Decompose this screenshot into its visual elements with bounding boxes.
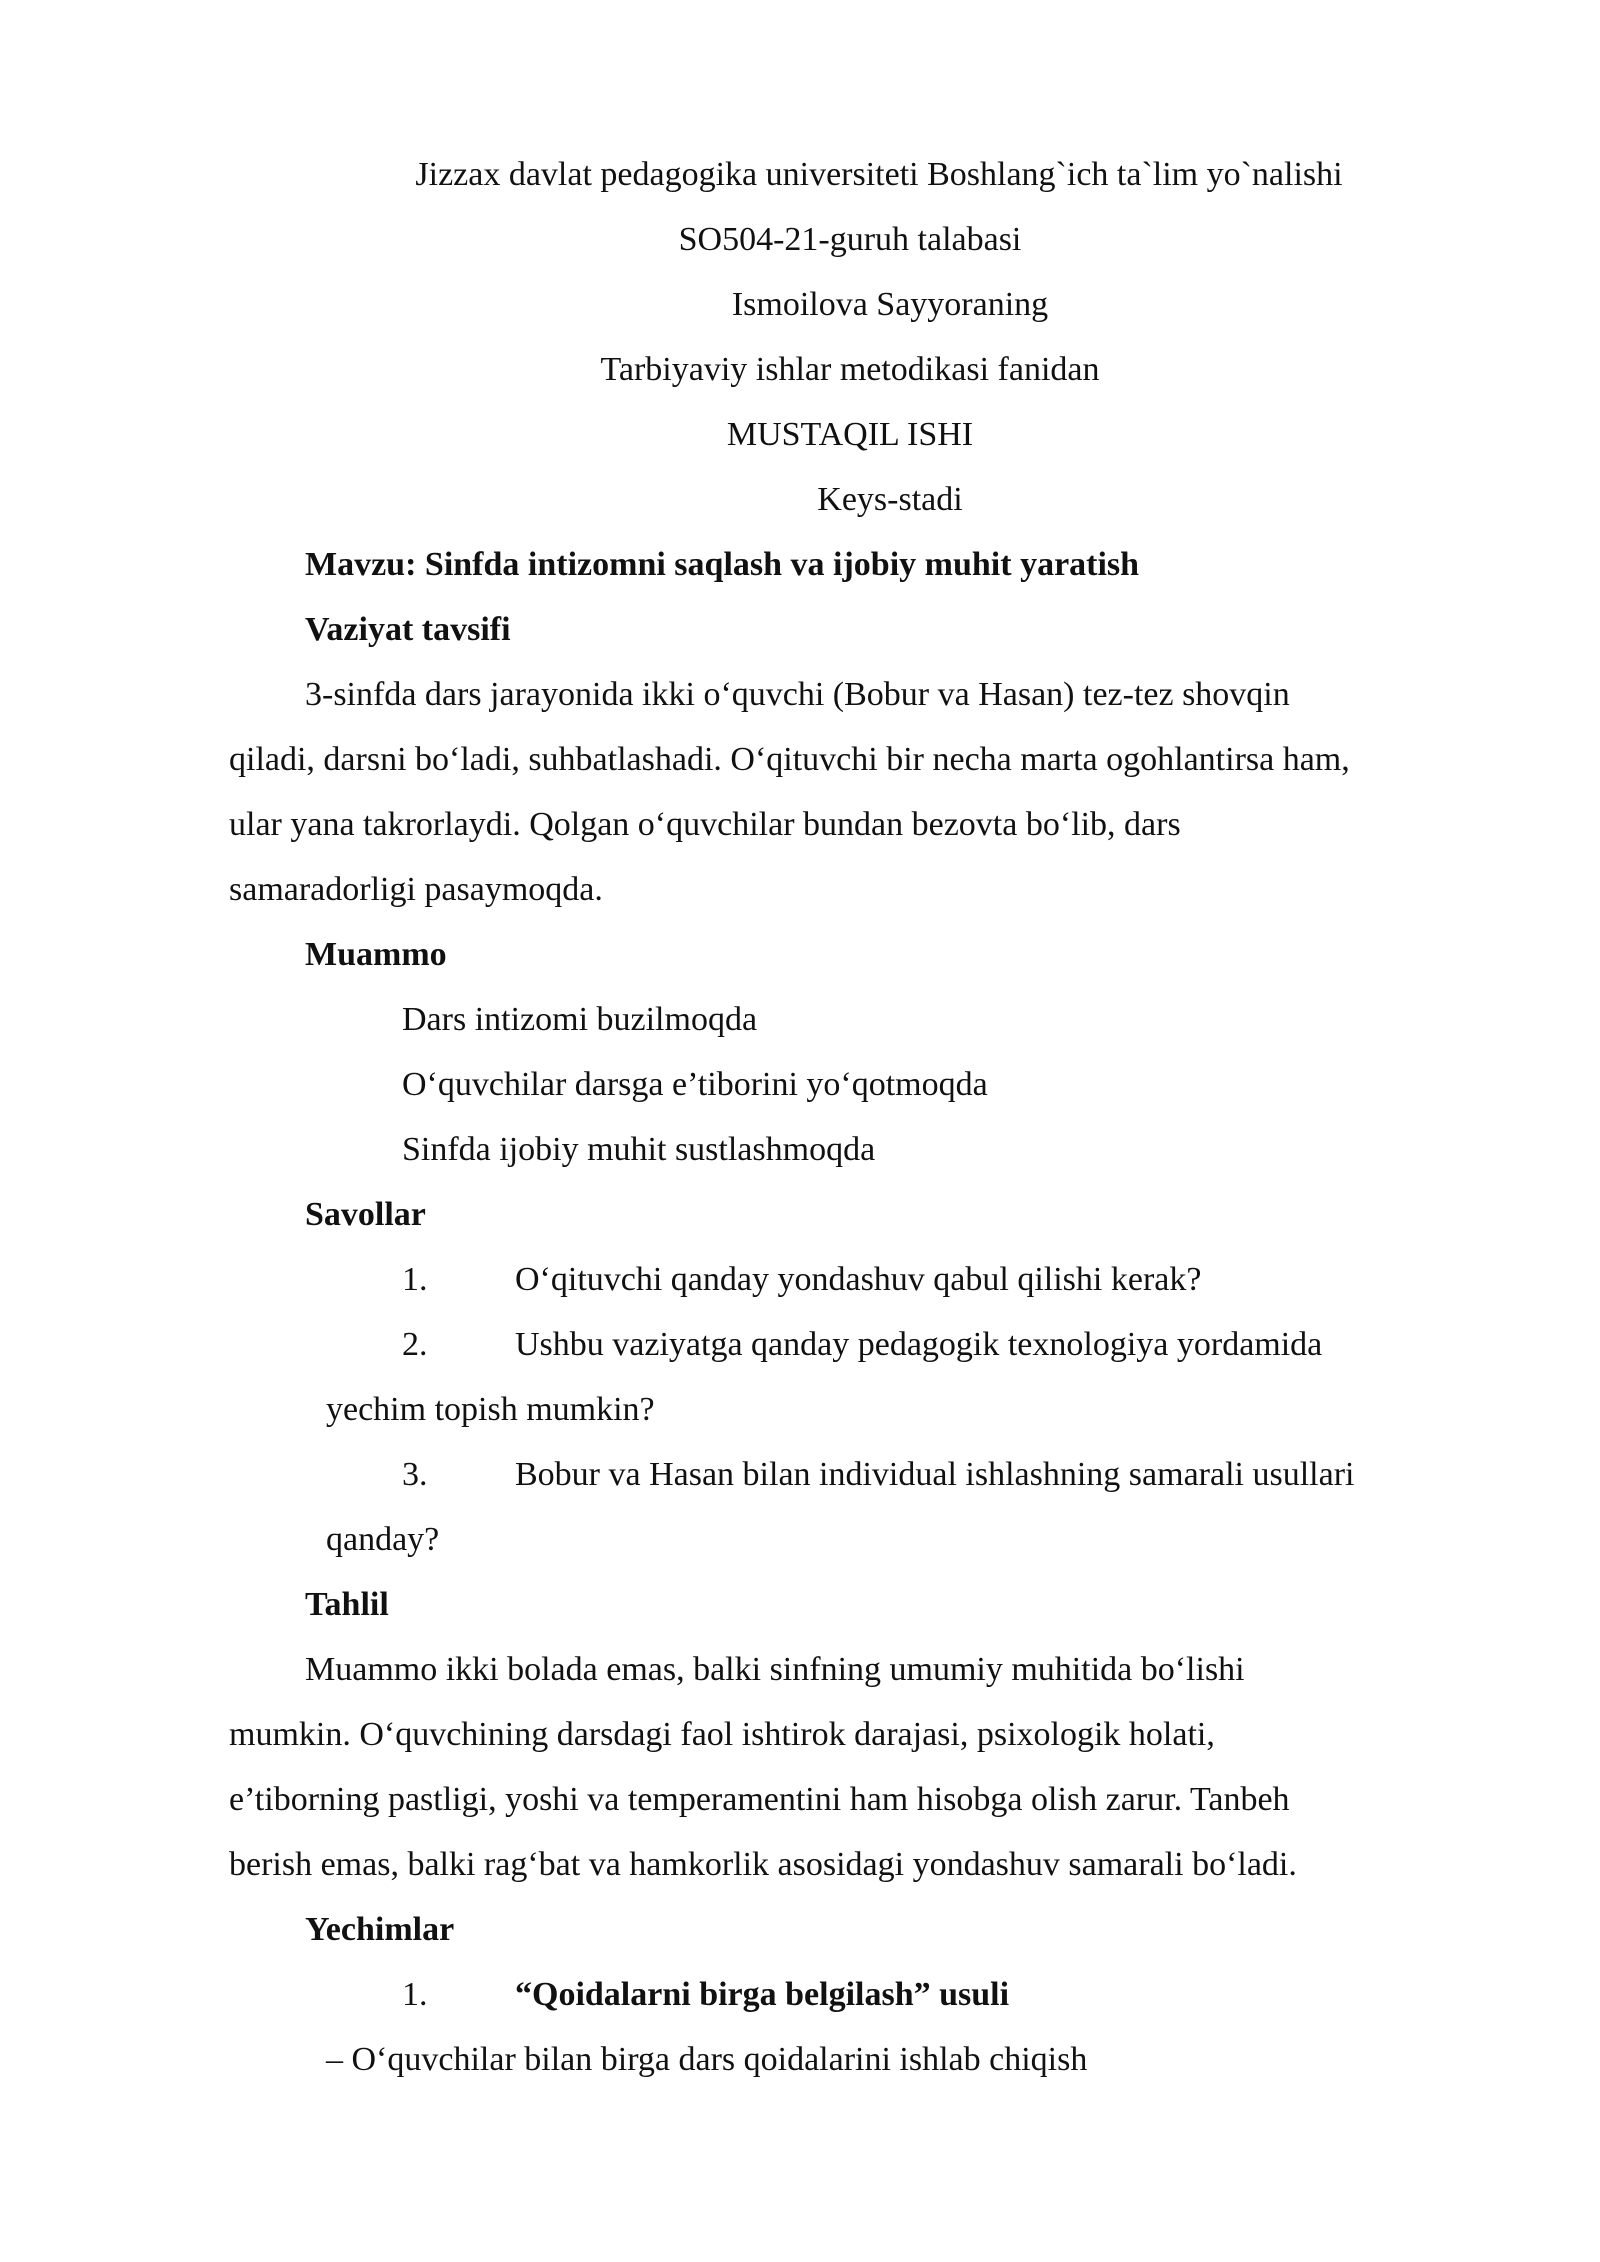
work-title: MUSTAQIL ISHI — [726, 416, 974, 453]
question-number: 1. — [402, 1261, 428, 1298]
situation-paragraph-line: ular yana takrorlaydi. Qolgan o‘quvchilar bundan bezovta bo‘lib, dars — [229, 806, 1181, 843]
work-type: Keys-stadi — [817, 481, 963, 518]
group-line: SO504-21-guruh talabasi — [678, 221, 1022, 258]
solutions-heading: Yechimlar — [305, 1911, 455, 1948]
analysis-paragraph-line: Muammo ikki bolada emas, balki sinfning umumiy muhitida bo‘lishi — [305, 1651, 1245, 1688]
problem-item: Sinfda ijobiy muhit sustlashmoqda — [402, 1131, 876, 1168]
situation-paragraph-line: qiladi, darsni bo‘ladi, suhbatlashadi. O‘qituvchi bir necha marta ogohlantirsa ham, — [229, 741, 1350, 778]
question-text: O‘qituvchi qanday yondashuv qabul qilishi kerak? — [515, 1261, 1202, 1298]
problem-item: O‘quvchilar darsga e’tiborini yo‘qotmoqda — [402, 1066, 988, 1103]
analysis-paragraph-line: mumkin. O‘quvchining darsdagi faol ishtirok darajasi, psixologik holati, — [229, 1716, 1215, 1753]
solution-number: 1. — [402, 1976, 428, 2013]
question-continuation: qanday? — [326, 1521, 440, 1558]
solution-title: “Qoidalarni birga belgilash” usuli — [515, 1976, 1010, 2013]
topic-heading: Mavzu: Sinfda intizomni saqlash va ijobiy muhit yaratish — [305, 546, 1140, 583]
situation-paragraph-line: samaradorligi pasaymoqda. — [229, 871, 603, 908]
analysis-paragraph-line: e’tiborning pastligi, yoshi va temperamentini ham hisobga olish zarur. Tanbeh — [229, 1781, 1290, 1818]
university-line: Jizzax davlat pedagogika universiteti Boshlang`ich ta`lim yo`nalishi — [415, 156, 1343, 193]
situation-paragraph-line: 3-sinfda dars jarayonida ikki o‘quvchi (Bobur va Hasan) tez-tez shovqin — [305, 676, 1290, 713]
questions-heading: Savollar — [305, 1196, 426, 1233]
analysis-heading: Tahlil — [305, 1586, 389, 1623]
question-continuation: yechim topish mumkin? — [326, 1391, 655, 1428]
analysis-paragraph-line: berish emas, balki rag‘bat va hamkorlik asosidagi yondashuv samarali bo‘ladi. — [229, 1846, 1297, 1883]
problem-item: Dars intizomi buzilmoqda — [402, 1001, 758, 1038]
question-text: Ushbu vaziyatga qanday pedagogik texnologiya yordamida — [515, 1326, 1323, 1363]
question-number: 3. — [402, 1456, 428, 1493]
subject-line: Tarbiyaviy ishlar metodikasi fanidan — [600, 351, 1100, 388]
question-text: Bobur va Hasan bilan individual ishlashning samarali usullari — [515, 1456, 1355, 1493]
problem-heading: Muammo — [305, 936, 447, 973]
situation-heading: Vaziyat tavsifi — [305, 611, 511, 648]
solution-bullet: – O‘quvchilar bilan birga dars qoidalarini ishlab chiqish — [326, 2041, 1088, 2078]
student-name: Ismoilova Sayyoraning — [731, 286, 1049, 323]
question-number: 2. — [402, 1326, 428, 1363]
